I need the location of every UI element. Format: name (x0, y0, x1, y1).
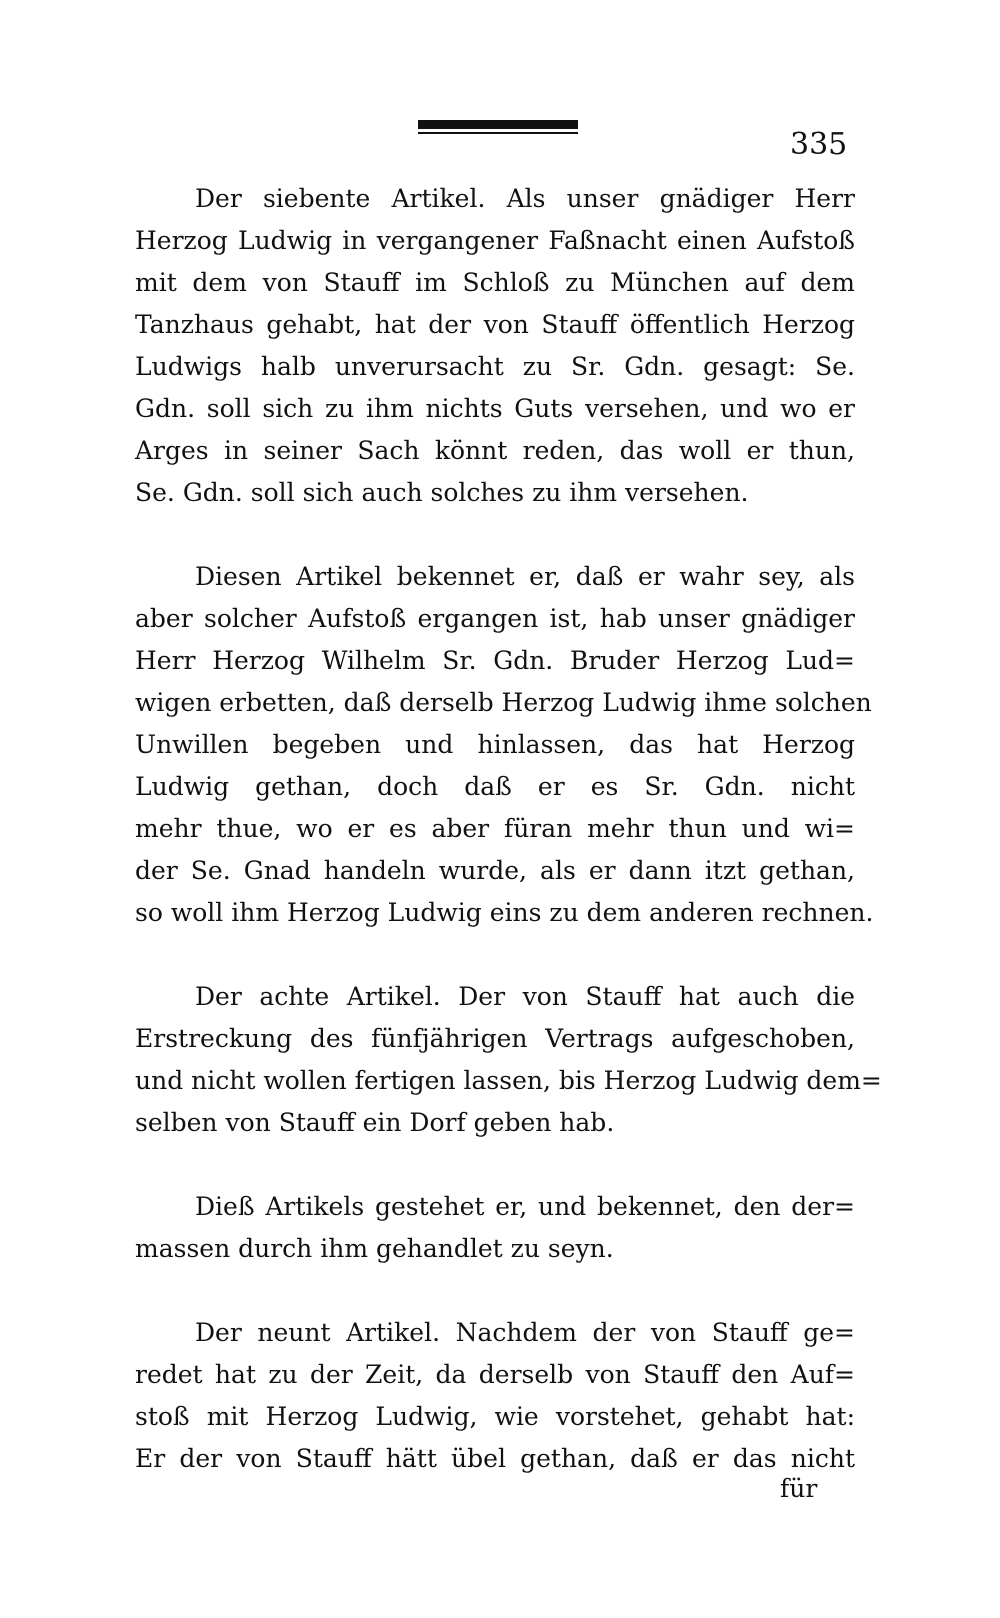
header-ornament-rule-thin (418, 132, 578, 134)
text-line: Diesen Artikel bekennet er, daß er wahr sey, als (195, 562, 855, 591)
paragraph-article-9 (135, 1312, 855, 1480)
text-line: Ludwigs halb unverursacht zu Sr. Gdn. gesagt: Se. (135, 352, 855, 381)
text-line: stoß mit Herzog Ludwig, wie vorstehet, gehabt hat: (135, 1402, 855, 1431)
text-line: der Se. Gnad handeln wurde, als er dann itzt gethan, (135, 856, 855, 885)
paragraph-gap (135, 934, 855, 976)
page-number: 335 (790, 127, 848, 162)
paragraph-answer-7 (135, 556, 874, 934)
text-line: selben von Stauff ein Dorf geben hab. (135, 1108, 615, 1137)
text-line: Er der von Stauff hätt übel gethan, daß er das nicht (135, 1444, 855, 1473)
paragraph-gap (135, 514, 855, 556)
text-line: Herr Herzog Wilhelm Sr. Gdn. Bruder Herzog Lud= (135, 646, 855, 675)
text-line: Tanzhaus gehabt, hat der von Stauff öffentlich Herzog (135, 310, 855, 339)
text-line: wigen erbetten, daß derselb Herzog Ludwig ihme solchen (135, 688, 872, 717)
text-line: massen durch ihm gehandlet zu seyn. (135, 1234, 614, 1263)
text-line: Der neunt Artikel. Nachdem der von Stauff ge= (195, 1318, 855, 1347)
text-line: Arges in seiner Sach könnt reden, das woll er thun, (135, 436, 855, 465)
text-line: Unwillen begeben und hinlassen, das hat Herzog (135, 730, 855, 759)
catchword: für (780, 1474, 818, 1503)
paragraph-gap (135, 1144, 855, 1186)
text-line: mehr thue, wo er es aber füran mehr thun und wi= (135, 814, 855, 843)
body-text (135, 178, 882, 1480)
header-ornament-rule (418, 120, 578, 129)
paragraph-gap (135, 1270, 855, 1312)
text-line: Dieß Artikels gestehet er, und bekennet, den der= (195, 1192, 855, 1221)
text-line: Ludwig gethan, doch daß er es Sr. Gdn. nicht (135, 772, 855, 801)
text-line: Herzog Ludwig in vergangener Faßnacht einen Aufstoß (135, 226, 855, 255)
text-line: Erstreckung des fünfjährigen Vertrags aufgeschoben, (135, 1024, 855, 1053)
paragraph-answer-8 (135, 1186, 855, 1270)
text-line: Der siebente Artikel. Als unser gnädiger Herr (195, 184, 855, 213)
text-line: Se. Gdn. soll sich auch solches zu ihm versehen. (135, 478, 749, 507)
text-line: mit dem von Stauff im Schloß zu München auf dem (135, 268, 855, 297)
paragraph-article-7 (135, 178, 855, 514)
text-line: so woll ihm Herzog Ludwig eins zu dem anderen rechnen. (135, 898, 874, 927)
text-line: Der achte Artikel. Der von Stauff hat auch die (195, 982, 855, 1011)
paragraph-article-8 (135, 976, 882, 1144)
text-line: Gdn. soll sich zu ihm nichts Guts versehen, und wo er (135, 394, 855, 423)
text-line: aber solcher Aufstoß ergangen ist, hab unser gnädiger (135, 604, 855, 633)
text-line: redet hat zu der Zeit, da derselb von Stauff den Auf= (135, 1360, 855, 1389)
text-line: und nicht wollen fertigen lassen, bis Herzog Ludwig dem= (135, 1066, 882, 1095)
